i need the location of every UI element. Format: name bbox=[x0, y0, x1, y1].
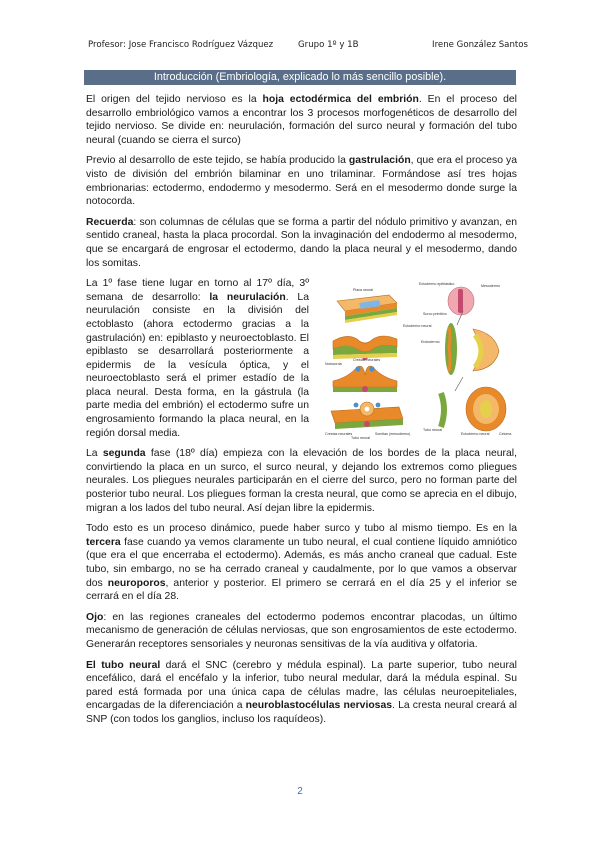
label-ectodermo-epiblastico: Ectodermo epiblástico bbox=[419, 282, 455, 287]
text: La bbox=[86, 448, 103, 460]
text: , anterior y posterior. El primero se cerrará en el día 25 y el inferior se cerrará en el día 28. bbox=[86, 577, 517, 603]
stage-neural-plate bbox=[337, 295, 397, 323]
paragraph-gastrulation bbox=[86, 154, 517, 208]
text: , que era el proceso ya visto de división del embrión bilaminar en uno trilaminar. Formándose así tres hojas embrionarias: ectodermo, endodermo y mesodermo. Será en el mesodermo donde surge la notocorda. bbox=[86, 155, 517, 208]
text: fase cuando ya vemos claramente un tubo neural, el cual contiene líquido amniótico (que era el que encerraba el ectodermo). Además, es más ancho craneal que cadual. Este tubo, sin embargo, no se ha cerrado craneal y caudalmente, por lo que vamos a observar dos bbox=[86, 536, 517, 589]
document-body bbox=[86, 93, 517, 734]
text: Todo esto es un proceso dinámico, puede haber surco y tubo al mismo tiempo. Es en la bbox=[86, 523, 517, 535]
paragraph-recuerda bbox=[86, 216, 517, 270]
text: Previo al desarrollo de este tejido, se había producido la bbox=[86, 155, 349, 167]
label-crestas-neurales-bottom: Crestas neurales bbox=[325, 432, 353, 437]
paragraph-origin bbox=[86, 93, 517, 147]
label-tubo-neural-right: Tubo neural bbox=[423, 428, 443, 433]
text: : en las regiones craneales del ectodermo podemos encontrar placodas, un último mecanismo de generación de células nerviosas, que son engrosamientos de este ectodermo. Generarán receptores sensoriales y neuronas sensitivas de la vía auditiva y olfatoria. bbox=[86, 611, 517, 650]
bold-term: gastrulación bbox=[348, 155, 411, 167]
label-tubo-neural: Tubo neural bbox=[351, 436, 371, 441]
label-somitas: Somitas (mesodermo) bbox=[375, 432, 411, 437]
paragraph-second-phase bbox=[86, 447, 517, 515]
text: . En el proceso del desarrollo embriológico vamos a encontrar los 3 procesos morfogenéticos de desarrollo del tejido nervioso. Se divide en: neurulación, formación del surco neural y formación del tubo neural (cuando se cierra el surco) bbox=[86, 94, 517, 146]
text: : son columnas de células que se forma a partir del nódulo primitivo y avanzan, en sentido craneal, hasta la placa procordal. Son la invaginación del endodermo al mesodermo, que se encargará de engrosar el ectodermo, dando la placa neural y el mesodermo, dando los somitas. bbox=[86, 216, 517, 269]
label-surco-primitivo: Surco primitivo bbox=[423, 312, 447, 317]
paragraph-third-phase bbox=[86, 522, 517, 604]
header-professor: Profesor: Jose Francisco Rodríguez Vázquez bbox=[88, 40, 274, 50]
text: . La neurulación consiste en la división del ectoblasto (ahora ectodermo gracias a la gastrulación) en: epiblasto y neuroectoblasto. El epiblasto se desarrollará posteriormente a epidermis de la vesícula óptica, y el neuroectoblasto será el primer estadío de la placa neural. Desta forma, en la gástrula (la parte media del embrión) el ectodermo sufre un engrosamiento formando la placa neural, en la región dorsal media. bbox=[86, 291, 309, 439]
label-placa-neural: Placa neural bbox=[353, 288, 373, 293]
bold-term: neuroblastocélulas nerviosas bbox=[245, 700, 393, 712]
text: El origen del tejido nervioso es la bbox=[86, 94, 263, 105]
paragraph-neural-tube bbox=[86, 659, 517, 727]
text: dará el SNC (cerebro y médula espinal). La parte superior, tubo neural encefálico, dará el encéfalo y la inferior, tubo neural medular, dará la médula espinal. Su pared está formada por una única capa de células madre, las células neuroepiteliales, encargadas de la diferenciación a bbox=[86, 659, 517, 712]
neurulation-diagram bbox=[323, 281, 517, 441]
bold-term: hoja ectodérmica del embrión bbox=[262, 94, 419, 105]
label-endodermo: Endodermo bbox=[421, 340, 440, 345]
text: fase (18º día) empieza con la elevación de los bordes de la placa neural, convirtiendo la placa en un surco, el surco neural, y dejando los extremos como pliegues neurales. Los pliegues neurales participarán en el cierre del surco, pero no forman parte del posterior tubo neural. Los pliegues forman la cresta neural, que como se aprecia en el dibujo, migran a los lados del tubo neural. Así dejan libre la epidermis. bbox=[86, 448, 517, 514]
text: . La cresta neural creará al SNP (con todos los ganglios, incluso los raquídeos). bbox=[86, 700, 517, 725]
bold-term: tercera bbox=[86, 536, 121, 548]
label-celoma: Celoma bbox=[499, 432, 512, 437]
label-notocorda: Notocorda bbox=[325, 362, 342, 367]
bold-term: segunda bbox=[102, 448, 146, 460]
label-crestas-neurales-top: Crestas neurales bbox=[353, 358, 381, 363]
stage-neural-folds bbox=[333, 366, 397, 392]
label-ectodermo-neural: Ectodermo neural bbox=[403, 324, 432, 329]
header-group: Grupo 1º y 1B bbox=[298, 40, 359, 50]
bold-term: la neurulación bbox=[209, 291, 286, 303]
page-header bbox=[88, 40, 528, 54]
bold-term: neuroporos bbox=[107, 577, 166, 589]
text: La 1º fase tiene lugar en torno al 17º día, 3º semana de desarrollo: bbox=[86, 278, 309, 303]
stage-neural-tube bbox=[331, 402, 403, 429]
bold-term: Recuerda bbox=[86, 216, 134, 228]
section-title-banner: Introducción (Embriología, explicado lo más sencillo posible). bbox=[84, 70, 516, 85]
label-ectodermo-right: Ectodermo neural bbox=[461, 432, 490, 437]
paragraph-ojo bbox=[86, 611, 517, 652]
bold-term: Ojo bbox=[86, 611, 104, 623]
page-number: 2 bbox=[297, 786, 303, 797]
label-mesodermo: Mesodermo bbox=[481, 284, 500, 289]
embryo-sequence bbox=[441, 287, 506, 431]
bold-term: El tubo neural bbox=[86, 659, 161, 671]
header-author: Irene González Santos bbox=[432, 40, 528, 50]
